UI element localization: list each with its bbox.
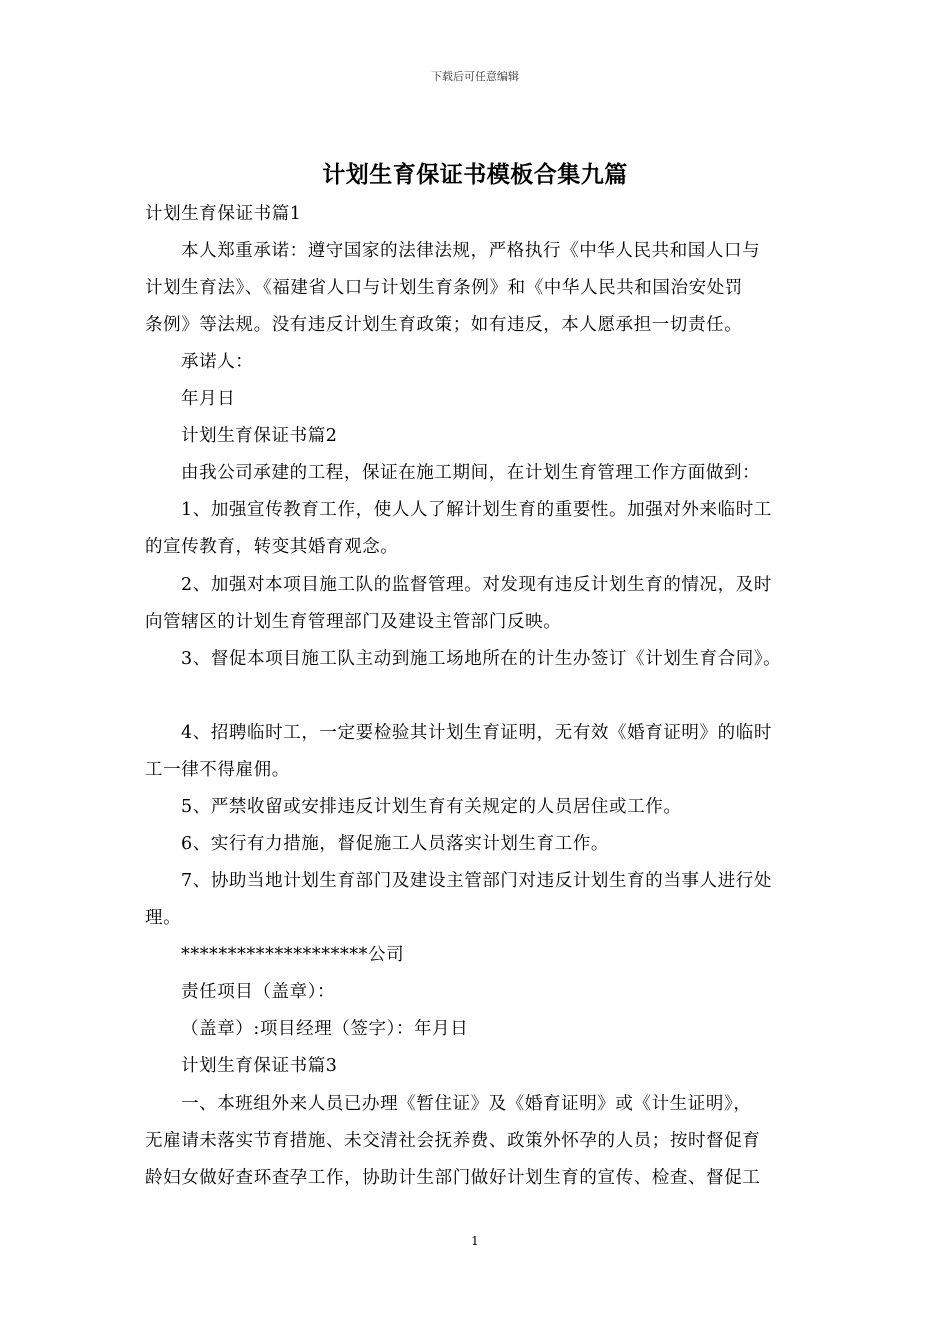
paragraph-line: 条例》等法规。没有违反计划生育政策；如有违反，本人愿承担一切责任。 xyxy=(145,315,743,335)
paragraph-line: 计划生育法》、《福建省人口与计划生育条例》和《中华人民共和国治安处罚 xyxy=(145,278,743,298)
section-heading-2: 计划生育保证书篇2 xyxy=(181,426,338,446)
paragraph-line: 由我公司承建的工程，保证在施工期间，在计划生育管理工作方面做到： xyxy=(181,463,761,483)
signature-line: （盖章）:项目经理（签字）：年月日 xyxy=(181,1019,469,1039)
list-item: 7、协助当地计划生育部门及建设主管部门对违反计划生育的当事人进行处 xyxy=(181,871,772,891)
paragraph-line: 无雇请未落实节育措施、未交清社会抚养费、政策外怀孕的人员；按时督促育 xyxy=(145,1131,761,1151)
list-item: 3、督促本项目施工队主动到施工场地所在的计生办签订《计划生育合同》。 xyxy=(181,649,782,669)
list-item-continuation: 理。 xyxy=(145,908,182,928)
section-heading-1: 计划生育保证书篇1 xyxy=(145,204,302,224)
list-item-continuation: 向管辖区的计划生育管理部门及建设主管部门反映。 xyxy=(145,612,562,632)
list-item: 6、实行有力措施，督促施工人员落实计划生育工作。 xyxy=(181,834,610,854)
list-item: 2、加强对本项目施工队的监督管理。对发现有违反计划生育的情况，及时 xyxy=(181,575,772,595)
section-heading-3: 计划生育保证书篇3 xyxy=(181,1056,338,1076)
stamp-label: 责任项目（盖章）： xyxy=(181,982,336,1002)
date-label: 年月日 xyxy=(181,389,236,409)
paragraph-line: 一、本班组外来人员已办理《暂住证》及《婚育证明》或《计生证明》， xyxy=(181,1094,752,1114)
document-title: 计划生育保证书模板合集九篇 xyxy=(322,162,628,188)
page-header: 下载后可任意编辑 xyxy=(431,70,519,83)
paragraph-line: 本人郑重承诺：遵守国家的法律法规，严格执行《中华人民共和国人口与 xyxy=(181,241,761,261)
list-item: 5、严禁收留或安排违反计划生育有关规定的人员居住或工作。 xyxy=(181,797,682,817)
list-item-continuation: 工一律不得雇佣。 xyxy=(145,760,290,780)
page-number: 1 xyxy=(471,1234,479,1248)
signature-label: 承诺人： xyxy=(181,352,254,372)
list-item-continuation: 的宣传教育，转变其婚育观念。 xyxy=(145,537,399,557)
company-line: ********************公司 xyxy=(181,945,405,965)
list-item: 4、招聘临时工，一定要检验其计划生育证明，无有效《婚育证明》的临时 xyxy=(181,723,772,743)
paragraph-line: 龄妇女做好查环查孕工作，协助计生部门做好计划生育的宣传、检查、督促工 xyxy=(145,1168,761,1188)
list-item: 1、加强宣传教育工作，使人人了解计划生育的重要性。加强对外来临时工 xyxy=(181,500,772,520)
